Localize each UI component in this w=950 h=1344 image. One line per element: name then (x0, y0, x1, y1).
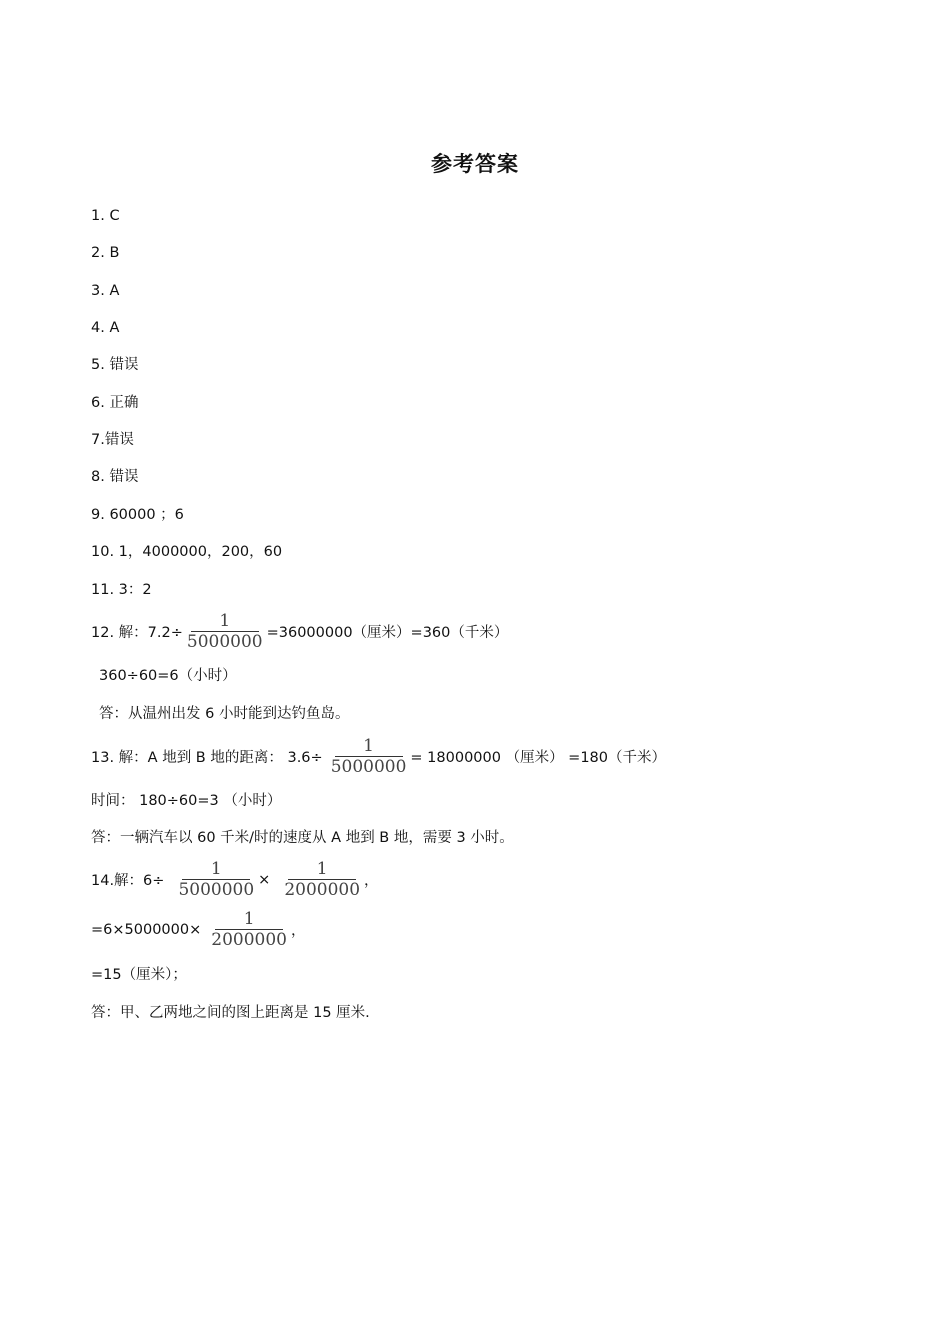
fraction-numerator: 1 (363, 736, 374, 756)
answer-2: 2. B (91, 245, 120, 261)
answer-12-line-1 (91, 612, 508, 651)
answer-14-step: =6×5000000× (91, 921, 202, 938)
answer-14-answer: 答：甲、乙两地之间的图上距离是 15 厘米. (91, 1005, 370, 1021)
answer-12-result: =36000000（厘米）=360（千米） (266, 625, 509, 641)
fraction-denominator: 5000000 (330, 757, 407, 777)
fraction (178, 860, 254, 899)
answer-13-answer: 答：一辆汽车以 60 千米/时的速度从 A 地到 B 地，需要 3 小时。 (91, 830, 514, 846)
answer-9: 9. 60000 ；6 (91, 507, 184, 523)
answer-7: 7.错误 (91, 432, 134, 448)
answer-12-answer: 答：从温州出发 6 小时能到达钓鱼岛。 (99, 706, 350, 722)
answer-12-line-2: 360÷60=6（小时） (99, 668, 237, 684)
answer-14-line-2 (91, 910, 305, 949)
multiply-sign: × (258, 871, 271, 888)
fraction (284, 860, 360, 899)
fraction-denominator: 5000000 (186, 632, 263, 652)
comma: ， (364, 873, 379, 889)
fraction-numerator: 1 (210, 859, 222, 879)
answer-13-result: = 18000000 （厘米） =180（千米） (410, 750, 667, 766)
answer-13-line-1 (91, 737, 666, 776)
answer-12-prefix: 12. 解：7.2÷ (91, 625, 183, 641)
fraction-numerator: 1 (243, 909, 255, 929)
answer-4: 4. A (91, 320, 120, 336)
fraction (187, 612, 263, 651)
answer-13-line-2: 时间： 180÷60=3 （小时） (91, 793, 282, 809)
answer-3: 3. A (91, 283, 120, 299)
answer-11: 11. 3：2 (91, 582, 152, 598)
page-title: 参考答案 (431, 152, 519, 176)
fraction (331, 737, 407, 776)
answer-1: 1. C (91, 208, 120, 224)
fraction-denominator: 2000000 (211, 930, 287, 950)
comma: ， (290, 923, 306, 939)
answer-10: 10. 1，4000000，200，60 (91, 544, 283, 560)
answer-14-line-3: =15（厘米）； (91, 967, 187, 983)
answer-14-prefix: 14.解：6÷ (91, 873, 165, 889)
answer-13-prefix: 13. 解：A 地到 B 地的距离： 3.6÷ (91, 750, 323, 766)
fraction-numerator: 1 (316, 859, 328, 879)
answer-8: 8. 错误 (91, 469, 139, 485)
answer-14-line-1 (91, 860, 379, 899)
fraction-numerator: 1 (219, 611, 231, 631)
answer-5: 5. 错误 (91, 357, 139, 373)
fraction-denominator: 2000000 (284, 880, 361, 900)
fraction-denominator: 5000000 (178, 880, 255, 900)
answer-6: 6. 正确 (91, 395, 139, 411)
fraction (211, 910, 287, 949)
